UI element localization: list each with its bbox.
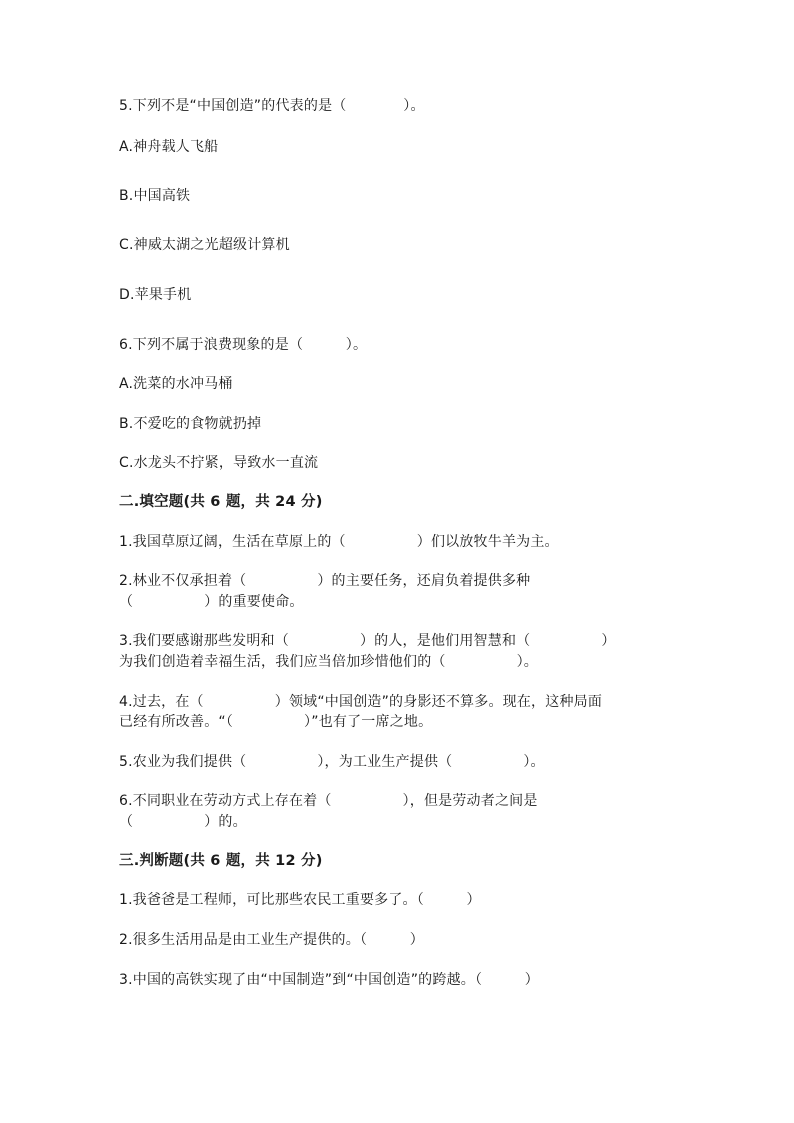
- fill-question-5-line-1: 5.农业为我们提供（ ），为工业生产提供（ ）。: [119, 754, 545, 770]
- question-5-option-b: B.中国高铁: [119, 188, 191, 204]
- question-6-option-a: A.洗菜的水冲马桶: [119, 376, 233, 392]
- question-6-option-c: C.水龙头不拧紧，导致水一直流: [119, 455, 319, 471]
- judge-question-1: 1.我爸爸是工程师，可比那些农民工重要多了。（ ）: [119, 892, 481, 908]
- section-3-heading: 三.判断题(共 6 题，共 12 分): [119, 853, 323, 869]
- judge-question-3: 3.中国的高铁实现了由“中国制造”到“中国创造”的跨越。（ ）: [119, 972, 539, 988]
- section-2-heading: 二.填空题(共 6 题，共 24 分): [119, 494, 323, 510]
- question-5-option-c: C.神威太湖之光超级计算机: [119, 237, 290, 253]
- fill-question-4-line-2: 已经有所改善。“（ ）”也有了一席之地。: [119, 714, 433, 730]
- fill-question-2-line-2: （ ）的重要使命。: [119, 594, 304, 610]
- fill-question-6-line-1: 6.不同职业在劳动方式上存在着（ ），但是劳动者之间是: [119, 793, 538, 809]
- judge-question-2: 2.很多生活用品是由工业生产提供的。（ ）: [119, 932, 424, 948]
- question-5-stem: 5.下列不是“中国创造”的代表的是（ ）。: [119, 98, 425, 114]
- fill-question-2-line-1: 2.林业不仅承担着（ ）的主要任务，还肩负着提供多种: [119, 573, 531, 589]
- fill-question-1-line-1: 1.我国草原辽阔，生活在草原上的（ ）们以放牧牛羊为主。: [119, 534, 559, 550]
- question-6-stem: 6.下列不属于浪费现象的是（ ）。: [119, 337, 368, 353]
- fill-question-6-line-2: （ ）的。: [119, 814, 247, 830]
- fill-question-3-line-2: 为我们创造着幸福生活，我们应当倍加珍惜他们的（ ）。: [119, 654, 538, 670]
- question-5-option-a: A.神舟载人飞船: [119, 139, 219, 155]
- question-6-option-b: B.不爱吃的食物就扔掉: [119, 416, 262, 432]
- fill-question-4-line-1: 4.过去，在（ ）领域“中国创造”的身影还不算多。现在，这种局面: [119, 694, 603, 710]
- question-5-option-d: D.苹果手机: [119, 287, 192, 303]
- fill-question-3-line-1: 3.我们要感谢那些发明和（ ）的人，是他们用智慧和（ ）: [119, 633, 616, 649]
